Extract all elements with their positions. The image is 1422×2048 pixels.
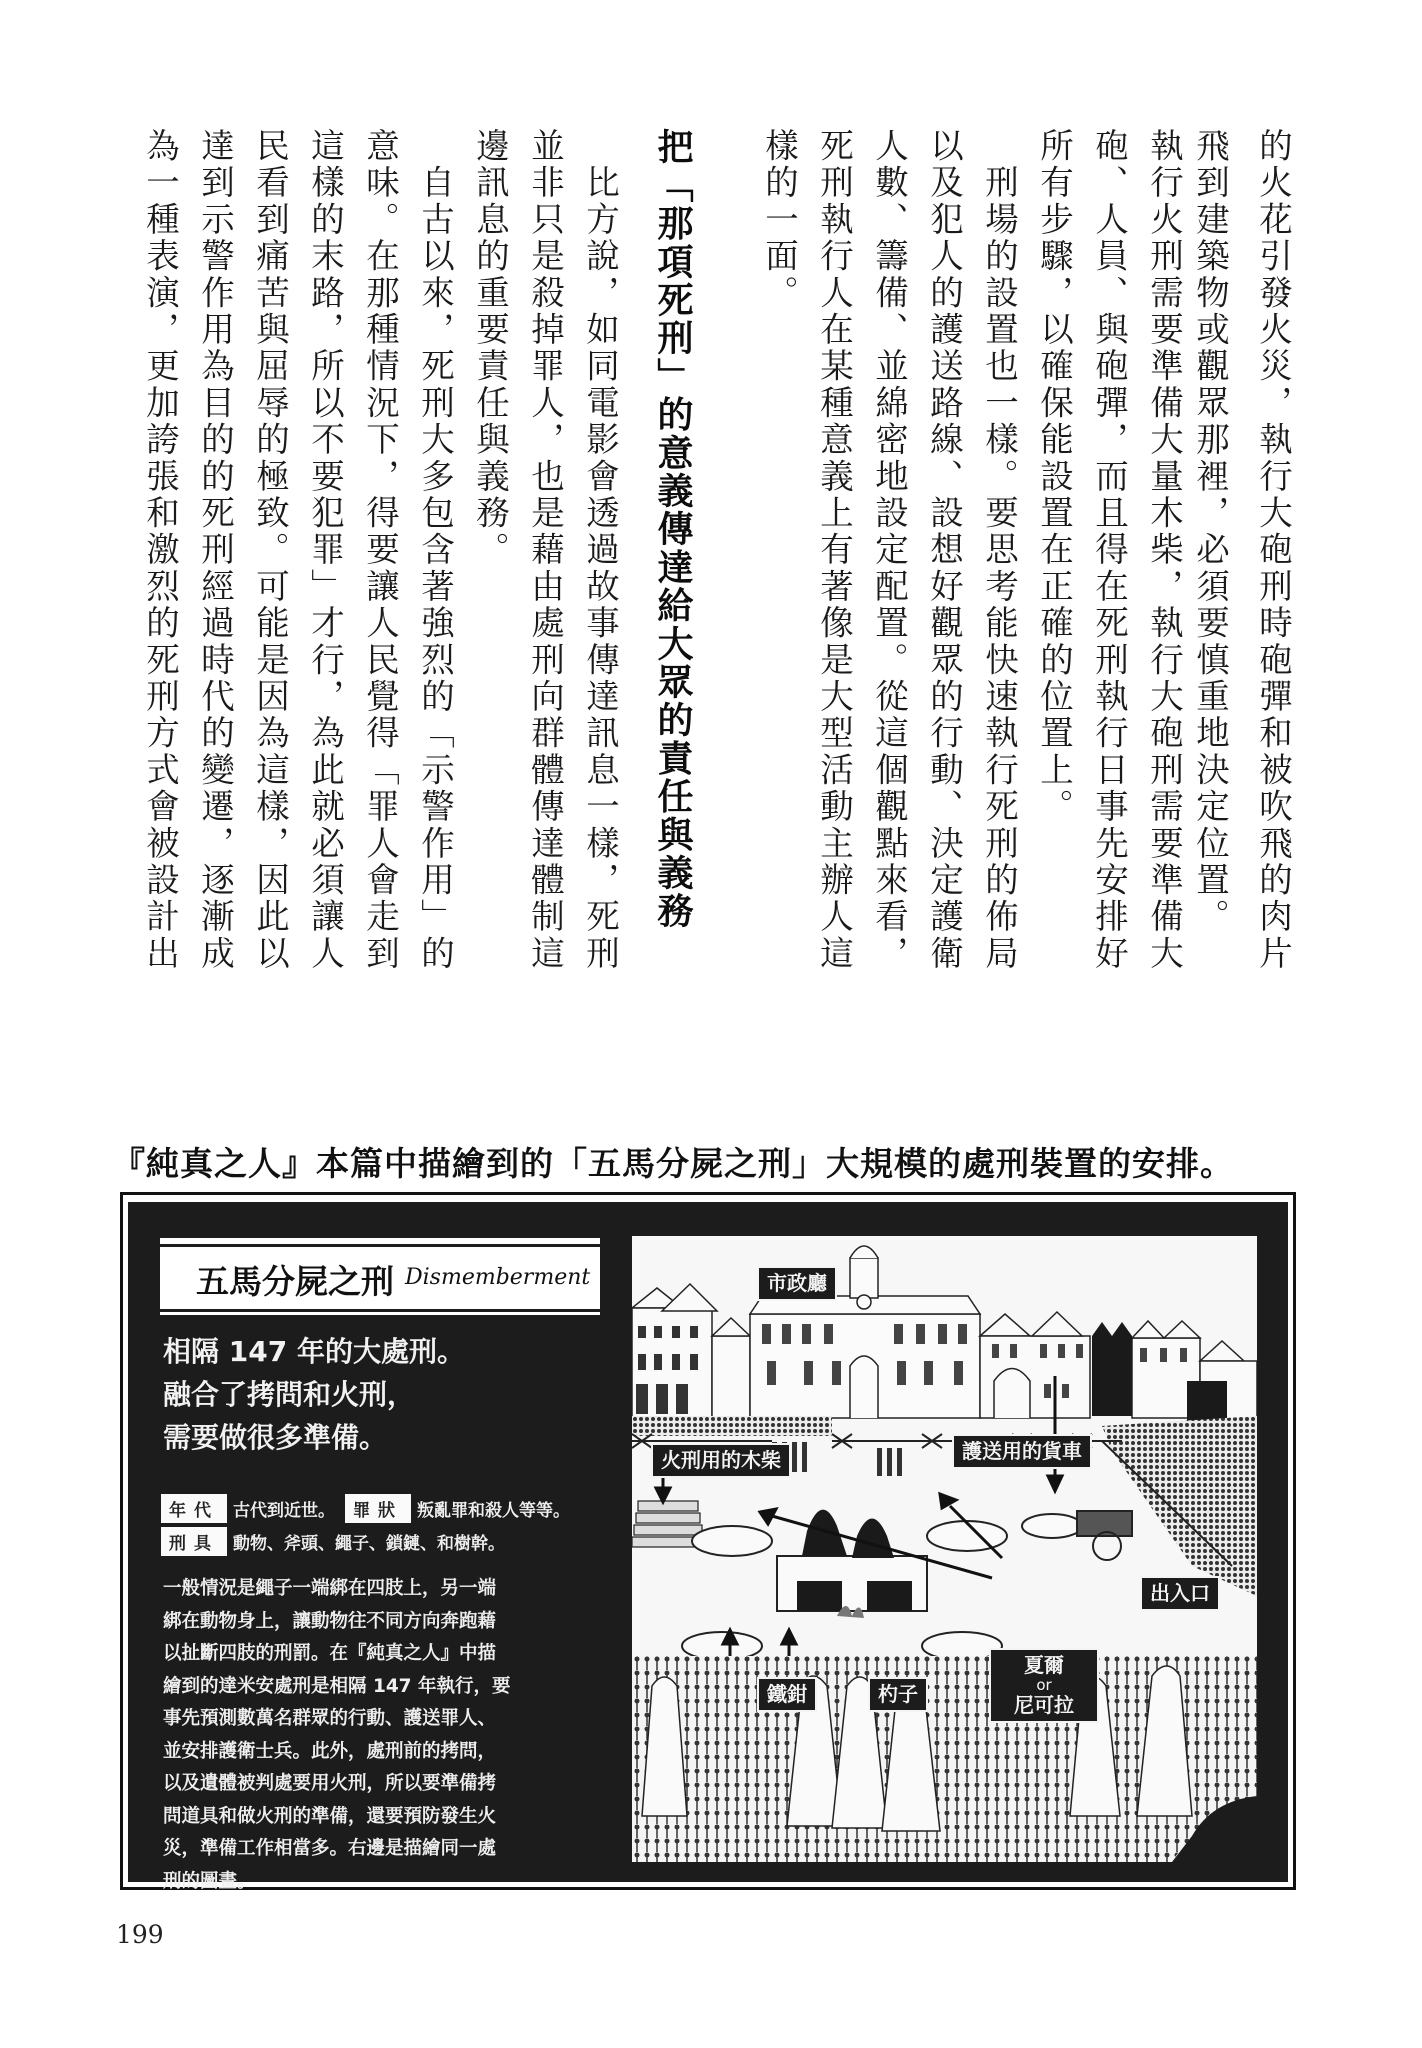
figure-lead (163, 1330, 465, 1459)
crime-tag: 罪狀 (345, 1494, 411, 1523)
executioner-name-1: 夏爾 (1024, 1653, 1064, 1677)
body-line: 繪到的達米安處刑是相隔 147 年執行，要 (163, 1675, 511, 1697)
executioner-or: or (1036, 1676, 1052, 1694)
text-column: 刑場的設置也一樣。要思考能快速執行死刑的佈局 (979, 128, 1019, 973)
text-column: 並非只是殺掉罪人，也是藉由處刑向群體傳達體制這 (525, 128, 565, 973)
text-column: 人數、籌備、並綿密地設定配置。從這個觀點來看， (869, 128, 909, 973)
executioner-name-2: 尼可拉 (1014, 1693, 1074, 1718)
label-escort-cart: 護送用的貨車 (952, 1434, 1092, 1469)
tools-tag: 刑具 (161, 1527, 227, 1556)
body-line: 並安排護衛士兵。此外，處刑前的拷問， (163, 1740, 497, 1762)
figure-body (163, 1573, 623, 1898)
execution-scene-drawing (632, 1236, 1257, 1862)
text-column: 所有步驟，以確保能設置在正確的位置上。 (1034, 128, 1074, 826)
era-value: 古代到近世。 (233, 1501, 335, 1521)
body-line: 以及遺體被判處要用火刑，所以要準備拷 (163, 1773, 497, 1794)
text-column: 飛到建築物或觀眾那裡，必須要慎重地決定位置。 (1190, 128, 1230, 936)
body-line: 問道具和做火刑的準備，還要預防發生火 (163, 1805, 497, 1827)
label-exit: 出入口 (1140, 1576, 1220, 1611)
text-column: 自古以來，死刑大多包含著強烈的「示警作用」的 (415, 128, 455, 973)
lead-line: 相隔 147 年的大處刑。 (163, 1335, 465, 1368)
text-column: 樣的一面。 (759, 128, 799, 312)
label-firewood: 火刑用的木柴 (651, 1443, 791, 1478)
lead-line: 需要做很多準備。 (163, 1421, 388, 1454)
text-column: 為一種表演，更加誇張和激烈的死刑方式會被設計出 (140, 128, 180, 973)
text-column: 以及犯人的護送路線、設想好觀眾的行動、決定護衛 (924, 128, 964, 973)
body-line: 以扯斷四肢的刑罰。在『純真之人』中描 (163, 1643, 497, 1664)
body-line: 一般情況是繩子一端綁在四肢上，另一端 (163, 1578, 497, 1599)
text-column: 的火花引發火災，執行大砲刑時砲彈和被吹飛的肉片 (1253, 128, 1293, 973)
text-column: 這樣的末路，所以不要犯罪」才行，為此就必須讓人 (305, 128, 345, 973)
page-number: 199 (116, 1920, 164, 1949)
body-line: 災，準備工作相當多。右邊是描繪同一處 (163, 1838, 497, 1859)
label-ladle: 杓子 (868, 1677, 928, 1712)
figure-title-band (160, 1238, 600, 1315)
text-column: 比方說，如同電影會透過故事傳達訊息一樣，死刑 (580, 128, 620, 973)
meta-row-tools (161, 1527, 515, 1556)
era-tag: 年代 (161, 1494, 227, 1523)
execution-illustration (632, 1236, 1257, 1862)
body-line: 綁在動物身上，讓動物往不同方向奔跑藉 (163, 1610, 497, 1632)
section-heading: 把「那項死刑」的意義傳達給大眾的責任與義務 (652, 128, 694, 931)
meta-row-era-crime (161, 1494, 580, 1523)
figure-title: 五馬分屍之刑 (196, 1262, 394, 1301)
text-column: 邊訊息的重要責任與義務。 (470, 128, 510, 569)
text-column: 意味。在那種情況下，得要讓人民覺得「罪人會走到 (360, 128, 400, 973)
lead-line: 融合了拷問和火刑， (163, 1378, 416, 1411)
text-column: 死刑執行人在某種意義上有著像是大型活動主辦人這 (814, 128, 854, 973)
text-column: 砲、人員、與砲彈，而且得在死刑執行日事先安排好 (1089, 128, 1129, 973)
body-line: 事先預測數萬名群眾的行動、護送罪人、 (163, 1708, 497, 1729)
body-line: 刑的圖畫。 (163, 1870, 256, 1892)
tools-value: 動物、斧頭、繩子、鎖鏈、和樹幹。 (233, 1534, 505, 1554)
crime-value: 叛亂罪和殺人等等。 (417, 1501, 570, 1521)
figure-title-english: Dismemberment (405, 1265, 591, 1290)
label-executioner (989, 1648, 1099, 1723)
text-column: 執行火刑需要準備大量木柴，執行大砲刑需要準備大 (1144, 128, 1184, 973)
figure-caption: 『純真之人』本篇中描繪到的「五馬分屍之刑」大規模的處刑裝置的安排。 (112, 1144, 1234, 1183)
text-column: 達到示警作用為目的的死刑經過時代的變遷，逐漸成 (195, 128, 235, 973)
label-pincers: 鐵鉗 (757, 1677, 817, 1712)
label-city-hall: 市政廳 (757, 1266, 837, 1301)
text-column: 民看到痛苦與屈辱的極致。可能是因為這樣，因此以 (250, 128, 290, 973)
